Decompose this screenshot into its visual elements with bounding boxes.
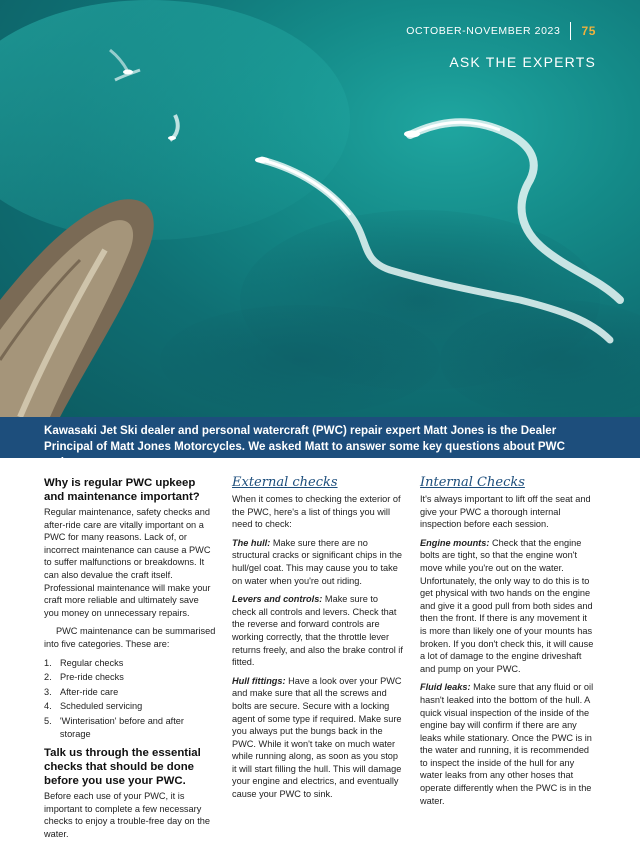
answer-paragraph-3: Before each use of your PWC, it is important to complete a few necessary checks to enjoy a trouble-free day on the water. xyxy=(44,791,210,839)
section-label: ASK THE EXPERTS xyxy=(449,54,596,70)
masthead-divider xyxy=(570,22,571,40)
jetski-3 xyxy=(123,70,133,75)
page-number: 75 xyxy=(581,24,596,38)
mounts-paragraph: Engine mounts: Check that the engine bolts are tight, so that the engine won't move while you're out on the water. Unfortunately, the only way to do this is to get physical with two hands on the engine and give it a good pull from both sides and then the front. If there is any movement it is more than likely one of your mounts has broken. If you don't check this, it will cause a lot of damage to the engine driveshaft and pump on your PWC. xyxy=(420,537,594,674)
hero-photo xyxy=(0,0,640,417)
question-heading-1: Why is regular PWC upkeep and maintenance important? xyxy=(44,477,200,503)
question-heading-2: Talk us through the essential checks that should be done before you use your PWC. xyxy=(44,747,201,788)
masthead xyxy=(406,22,596,40)
jetski-1 xyxy=(255,157,269,163)
answer-paragraph-2: PWC maintenance can be summarised into five categories. These are: xyxy=(44,626,216,649)
internal-intro: It's always important to lift off the seat and give your PWC a thorough internal inspection before each session. xyxy=(420,494,591,530)
maintenance-list xyxy=(44,657,216,741)
external-checks-title: External checks xyxy=(232,475,338,490)
external-intro: When it comes to checking the exterior of the PWC, here's a list of things you will need to check: xyxy=(232,494,401,530)
column-1 xyxy=(44,476,216,846)
list-item: 5. 'Winterisation' before and after storage xyxy=(44,715,184,739)
leaks-paragraph: Fluid leaks: Make sure that any fluid or oil hasn't leaked into the bottom of the hull. A quick visual inspection of the inside of the engine bay will confirm if there are any leaks while stationary. Once the PWC is in the water and running, it is recommended to inspect the inside of the hull for any water leaks from any other hoses that operate differently when the PWC is in the water. xyxy=(420,682,594,806)
intro-band: Kawasaki Jet Ski dealer and personal watercraft (PWC) repair expert Matt Jones is the Dealer Principal of Matt Jones Motorcycles. We asked Matt to answer some key questions about PWC maintenance. xyxy=(0,417,640,458)
fittings-paragraph: Hull fittings: Have a look over your PWC and make sure that all the screws and bolts are secure. Secure with a locking agent of some type if required. Make sure you always put the bungs back in the PWC. While it won't take on much water while running along, as soon as you stop it will start filling the hull. This will damage your engine and electrics, and eventually cause your PWC to sink. xyxy=(232,675,402,800)
hull-paragraph: The hull: Make sure there are no structural cracks or significant chips in the hull/gel coat. This may cause you to take on water when you're out riding. xyxy=(232,537,403,586)
levers-paragraph: Levers and controls: Make sure to check all controls and levers. Check that the reverse and forward controls are working correctly, that the throttle lever returns freely, and also the brake control if fitted. xyxy=(232,594,403,668)
list-item: 4. Scheduled servicing xyxy=(44,701,143,712)
column-2 xyxy=(232,476,404,807)
internal-checks-title: Internal Checks xyxy=(420,475,525,490)
issue-date: OCTOBER-NOVEMBER 2023 xyxy=(406,25,561,37)
column-3 xyxy=(420,476,596,813)
list-item: 1. Regular checks xyxy=(44,657,124,668)
list-item: 3. After-ride care xyxy=(44,686,119,697)
jetski-4 xyxy=(168,136,176,140)
jetski-2 xyxy=(404,131,420,138)
list-item: 2. Pre-ride checks xyxy=(44,672,124,683)
answer-paragraph-1: Regular maintenance, safety checks and after-ride care are vitally important on a PWC for many reasons. Lack of, or incorrect maintenance can cause a PWC to suffer malfunctions or breakdowns. It can also devalue the craft itself. Professional maintenance will make your craft more reliable and ultimately save you money on unnecessary repairs. xyxy=(44,507,211,618)
